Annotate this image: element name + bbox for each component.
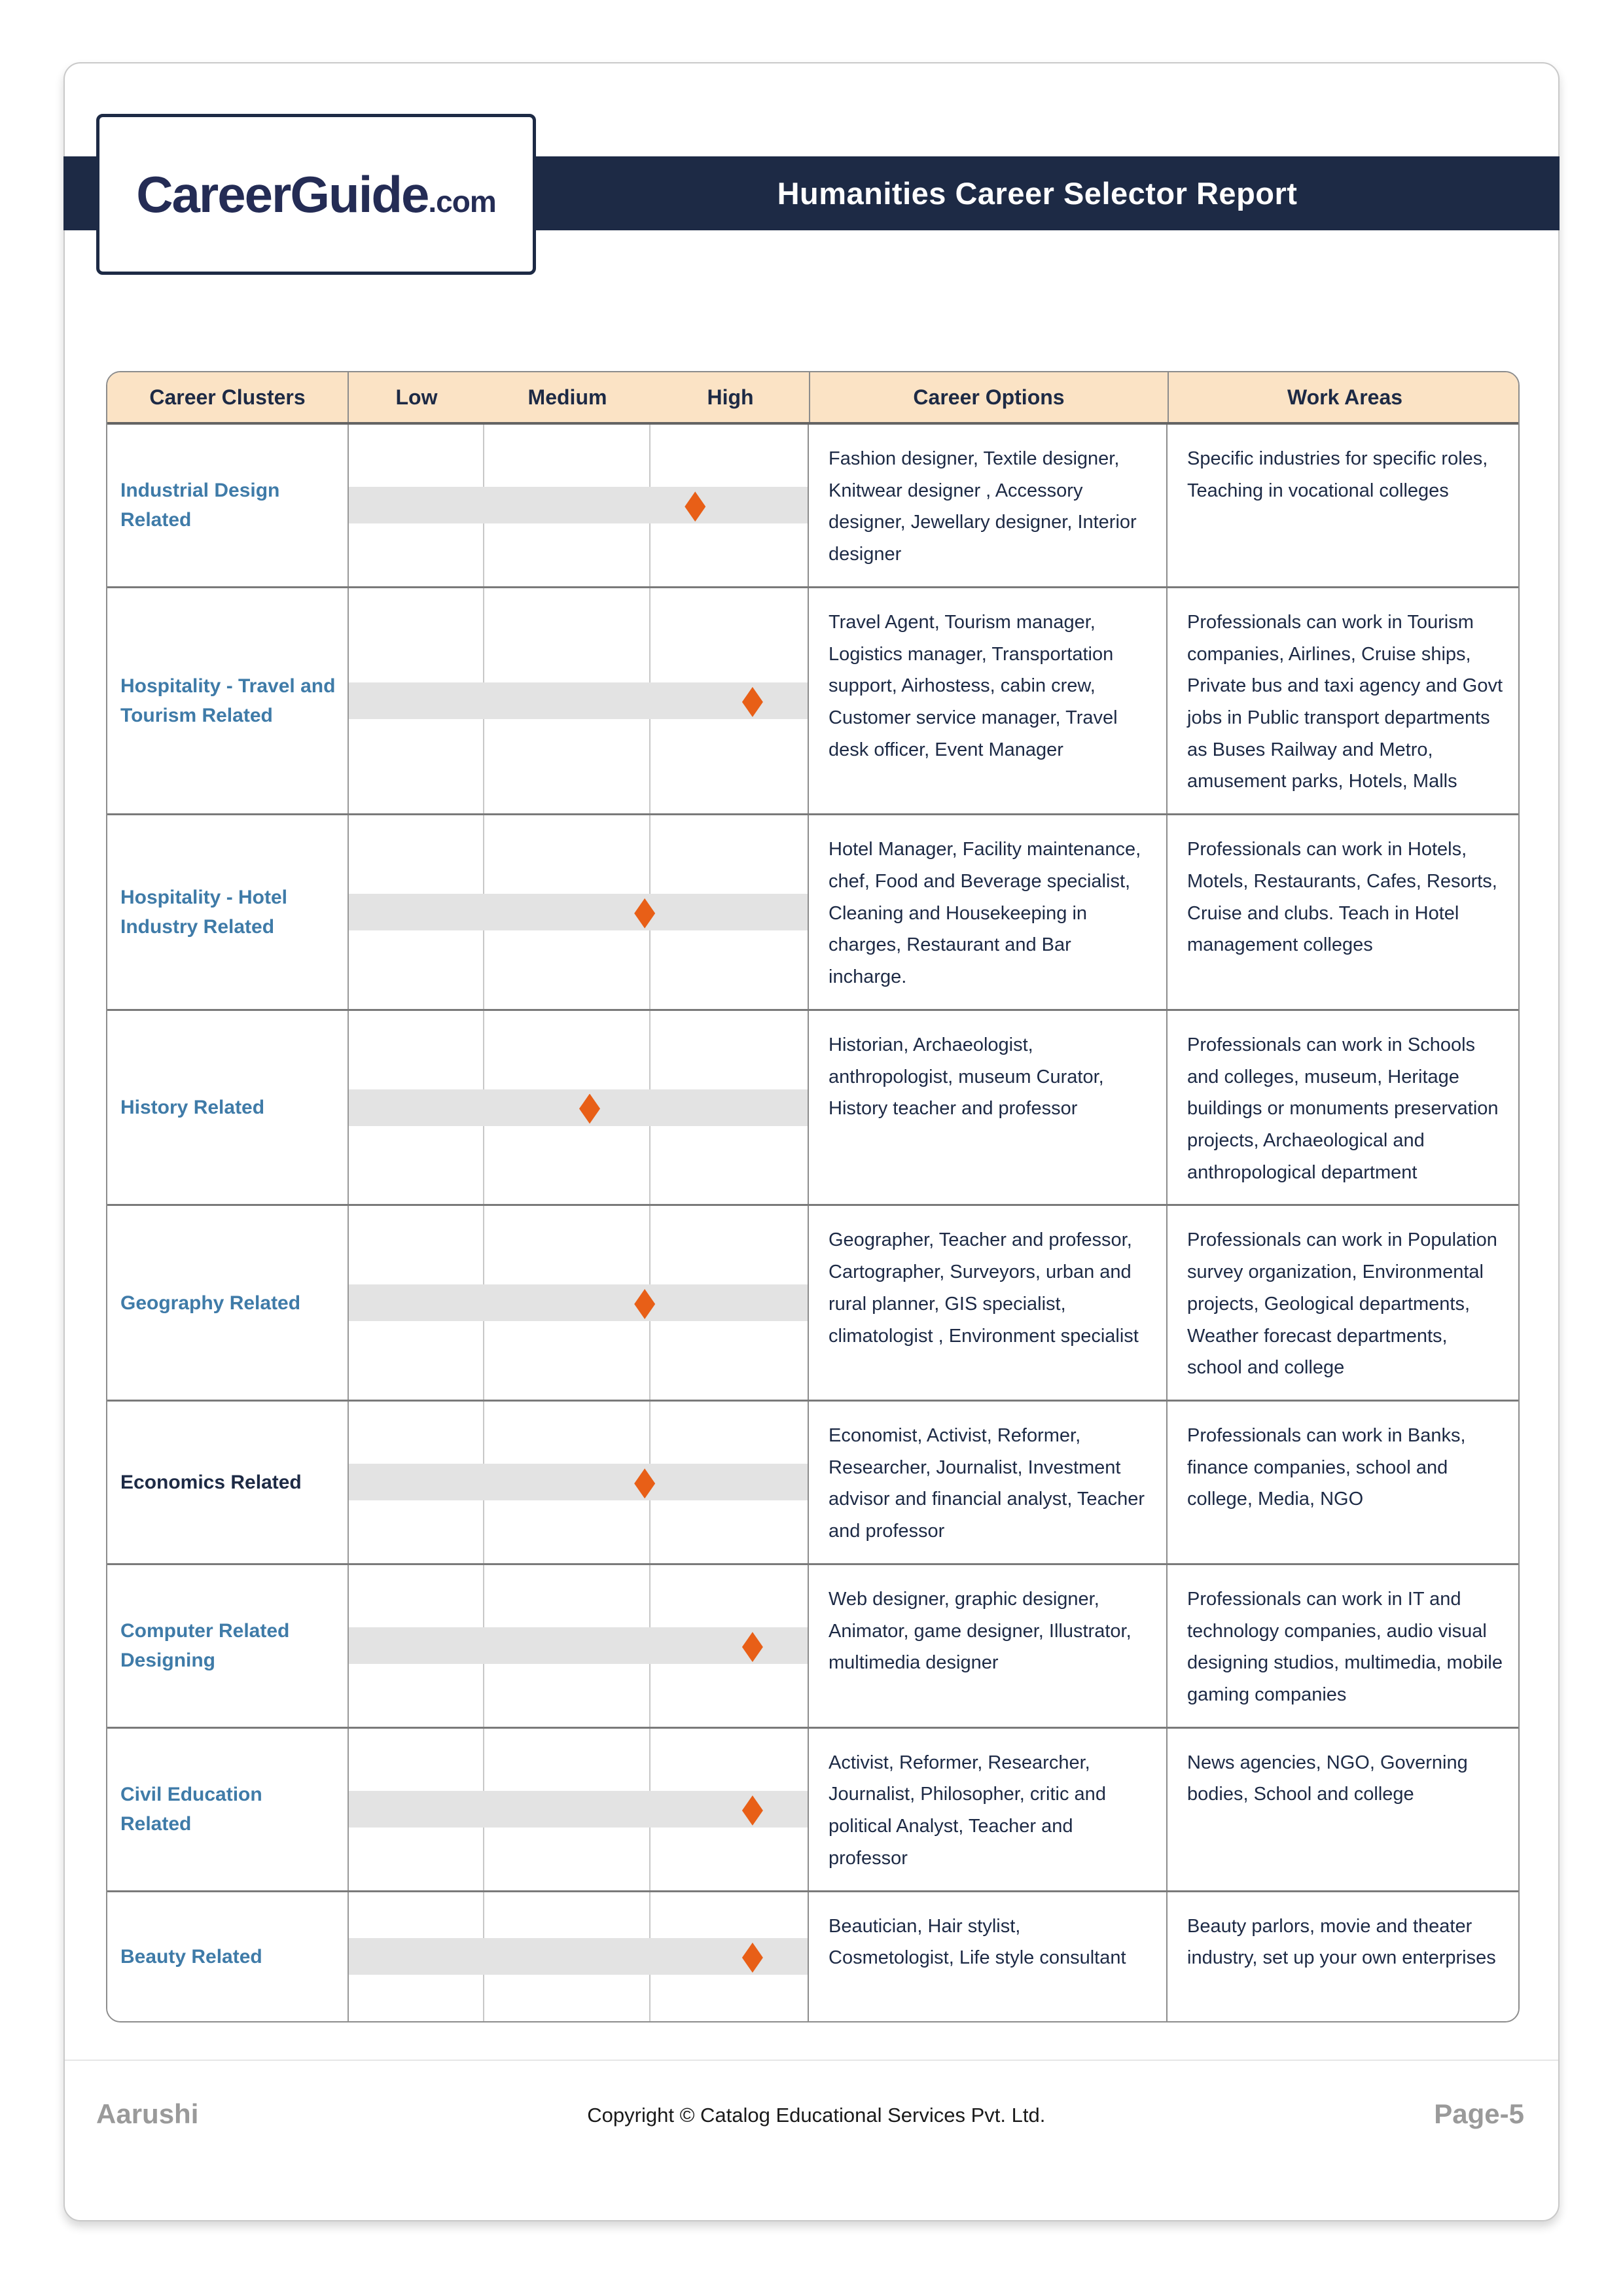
career-options-text: Geographer, Teacher and professor, Cartographer, Surveyors, urban and rural planner, GIS specialist, climatologist , Environment specialist bbox=[809, 1206, 1168, 1400]
table-body bbox=[107, 425, 1518, 2021]
logo-text bbox=[136, 165, 496, 224]
cluster-cell bbox=[107, 1892, 348, 2021]
rating-track bbox=[348, 1892, 809, 2021]
table-row bbox=[107, 586, 1518, 813]
col-header-career-options: Career Options bbox=[809, 372, 1168, 422]
work-areas-text: Professionals can work in Population survey organization, Environmental projects, Geological departments, Weather forecast departments, school and college bbox=[1187, 1229, 1497, 1379]
cluster-cell bbox=[107, 1402, 348, 1563]
rating-bar bbox=[349, 1089, 808, 1126]
table-row bbox=[107, 1400, 1518, 1563]
career-options-text: Fashion designer, Textile designer, Knitwear designer , Accessory designer, Jewellary designer, Interior designer bbox=[809, 425, 1168, 586]
col-header-career-clusters: Career Clusters bbox=[149, 385, 306, 409]
cluster-label: Geography Related bbox=[120, 1292, 301, 1314]
cluster-cell bbox=[107, 815, 348, 1009]
rating-bar bbox=[349, 487, 808, 523]
brand-logo bbox=[96, 114, 536, 275]
rating-bar bbox=[349, 894, 808, 930]
rating-track bbox=[348, 1402, 809, 1563]
cluster-label: Hospitality - Hotel Industry Related bbox=[120, 886, 288, 938]
table-row bbox=[107, 1009, 1518, 1205]
table-row bbox=[107, 1563, 1518, 1727]
page-card bbox=[63, 62, 1560, 2221]
cluster-label: Computer Related Designing bbox=[120, 1620, 290, 1672]
rating-bar bbox=[349, 1791, 808, 1828]
rating-track bbox=[348, 815, 809, 1009]
col-header-high: High bbox=[707, 385, 754, 409]
cluster-cell bbox=[107, 588, 348, 813]
footer-inner bbox=[65, 2060, 1558, 2130]
cluster-cell bbox=[107, 1011, 348, 1205]
work-areas-text: Professionals can work in Hotels, Motels, Restaurants, Cafes, Resorts, Cruise and clubs. Teach in Hotel management colleges bbox=[1187, 839, 1497, 956]
col-header-rating-group bbox=[348, 372, 809, 422]
rating-bar bbox=[349, 1284, 808, 1321]
cluster-cell bbox=[107, 425, 348, 586]
rating-track bbox=[348, 1729, 809, 1890]
career-options-text: Economist, Activist, Reformer, Researcher, Journalist, Investment advisor and financial analyst, Teacher and professor bbox=[809, 1402, 1168, 1563]
rating-track bbox=[348, 1011, 809, 1205]
work-areas-text: News agencies, NGO, Governing bodies, School and college bbox=[1187, 1752, 1468, 1805]
rating-bar bbox=[349, 1464, 808, 1500]
rating-track bbox=[348, 425, 809, 586]
col-header-medium: Medium bbox=[527, 385, 607, 409]
footer-user-name: Aarushi bbox=[96, 2098, 199, 2129]
logo-main: CareerGuide bbox=[136, 165, 429, 223]
cluster-label: History Related bbox=[120, 1097, 265, 1119]
table-row bbox=[107, 425, 1518, 586]
cluster-cell bbox=[107, 1729, 348, 1890]
page-title: Humanities Career Selector Report bbox=[777, 176, 1298, 211]
work-areas-text: Beauty parlors, movie and theater industry, set up your own enterprises bbox=[1187, 1915, 1496, 1969]
footer-copyright: Copyright © Catalog Educational Services Pvt. Ltd. bbox=[587, 2104, 1046, 2127]
work-areas-text: Specific industries for specific roles, Teaching in vocational colleges bbox=[1187, 448, 1488, 501]
rating-bar bbox=[349, 1938, 808, 1975]
table-row bbox=[107, 1890, 1518, 2021]
rating-track bbox=[348, 588, 809, 813]
table-row bbox=[107, 1204, 1518, 1400]
table-header bbox=[107, 372, 1518, 425]
career-options-text: Travel Agent, Tourism manager, Logistics manager, Transportation support, Airhostess, cabin crew, Customer service manager, Travel desk officer, Event Manager bbox=[809, 588, 1168, 813]
cluster-label: Economics Related bbox=[120, 1471, 302, 1493]
footer bbox=[65, 2060, 1558, 2220]
logo-suffix: .com bbox=[428, 184, 496, 219]
table-row bbox=[107, 813, 1518, 1009]
career-options-text: Web designer, graphic designer, Animator, game designer, Illustrator, multimedia designer bbox=[809, 1565, 1168, 1727]
work-areas-text: Professionals can work in Banks, finance companies, school and college, Media, NGO bbox=[1187, 1424, 1466, 1510]
cluster-cell bbox=[107, 1565, 348, 1727]
cluster-cell bbox=[107, 1206, 348, 1400]
work-areas-text: Professionals can work in IT and technology companies, audio visual designing studios, multimedia, mobile gaming companies bbox=[1187, 1588, 1503, 1705]
career-options-text: Beautician, Hair stylist, Cosmetologist, Life style consultant bbox=[809, 1892, 1168, 2021]
cluster-label: Beauty Related bbox=[120, 1945, 262, 1968]
work-areas-text: Professionals can work in Tourism companies, Airlines, Cruise ships, Private bus and taxi agency and Govt jobs in Public transport departments as Buses Railway and Metro, amusement parks, Hotels, Malls bbox=[1187, 611, 1503, 792]
footer-page-number: Page-5 bbox=[1434, 2098, 1524, 2129]
rating-track bbox=[348, 1206, 809, 1400]
rating-bar bbox=[349, 1627, 808, 1664]
col-header-low: Low bbox=[395, 385, 438, 409]
rating-bar bbox=[349, 682, 808, 719]
rating-track bbox=[348, 1565, 809, 1727]
cluster-label: Hospitality - Travel and Tourism Related bbox=[120, 675, 336, 727]
cluster-label: Civil Education Related bbox=[120, 1784, 262, 1835]
career-options-text: Activist, Reformer, Researcher, Journalist, Philosopher, critic and political Analyst, Teacher and professor bbox=[809, 1729, 1168, 1890]
results-table bbox=[106, 371, 1520, 2022]
career-options-text: Historian, Archaeologist, anthropologist, museum Curator, History teacher and professor bbox=[809, 1011, 1168, 1205]
career-options-text: Hotel Manager, Facility maintenance, chef, Food and Beverage specialist, Cleaning and Housekeeping in charges, Restaurant and Bar incharge. bbox=[809, 815, 1168, 1009]
cluster-label: Industrial Design Related bbox=[120, 480, 280, 531]
col-header-work-areas: Work Areas bbox=[1168, 372, 1520, 422]
work-areas-text: Professionals can work in Schools and colleges, museum, Heritage buildings or monuments preservation projects, Archaeological and anthropological department bbox=[1187, 1034, 1499, 1183]
table-row bbox=[107, 1727, 1518, 1890]
